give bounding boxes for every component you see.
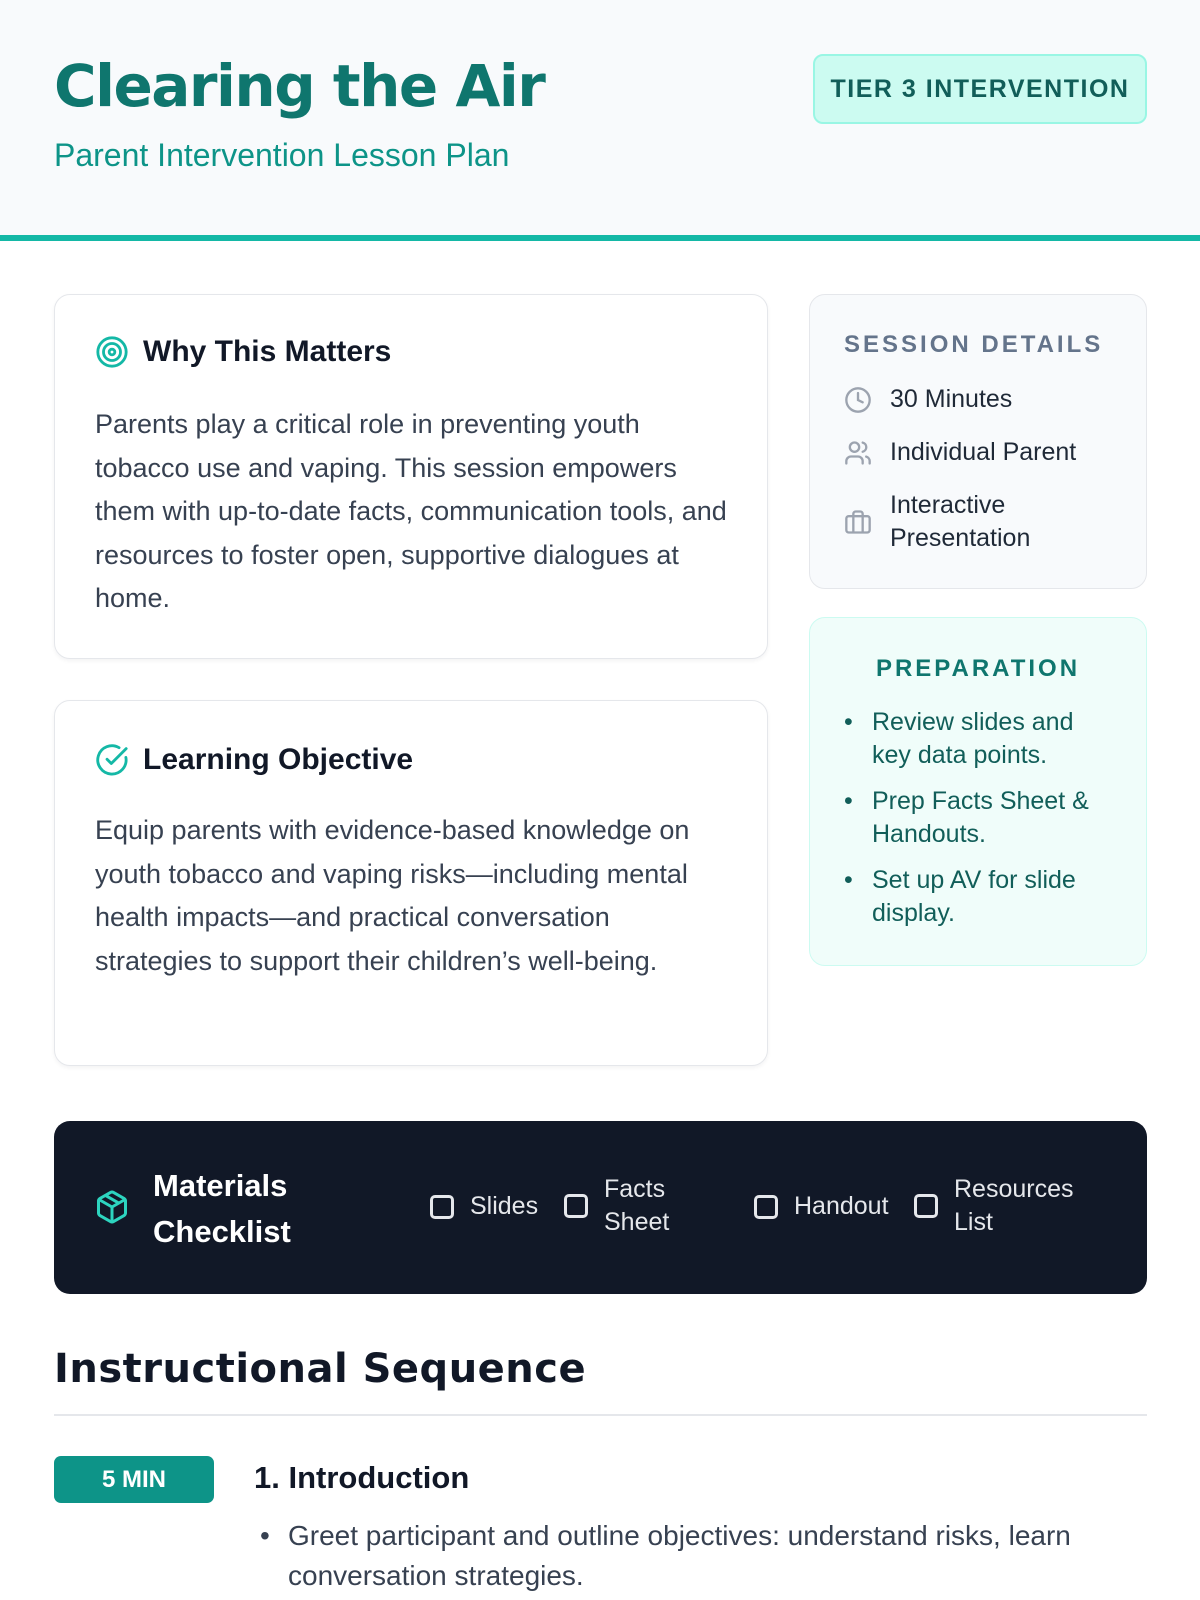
box-icon <box>94 1189 130 1225</box>
materials-checklist <box>54 1121 1147 1294</box>
section-divider <box>54 1414 1147 1416</box>
session-audience <box>844 436 1076 469</box>
session-details-panel <box>809 294 1147 589</box>
session-audience-label: Individual Parent <box>890 438 1077 466</box>
instructional-sequence-title: Instructional Sequence <box>54 1346 587 1392</box>
session-duration <box>844 383 1012 416</box>
check-circle-icon <box>95 743 129 777</box>
preparation-panel <box>809 617 1147 966</box>
material-slides-label: Slides <box>470 1192 539 1220</box>
page-title: Clearing the Air <box>54 52 545 120</box>
step-bullet-list <box>254 1516 1134 1596</box>
preparation-item: • Review slides and key data points. <box>840 706 1118 772</box>
learning-objective-text: Equip parents with evidence-based knowledge on youth tobacco and vaping risks—including mental health impacts—and practical conversation strategies to support their children’s well-being. <box>95 815 690 976</box>
materials-title: Materials Checklist <box>153 1168 291 1249</box>
checkbox-icon[interactable] <box>914 1194 938 1218</box>
step-duration-badge: 5 MIN <box>54 1456 214 1503</box>
session-format-label: Interactive Presentation <box>890 491 1031 552</box>
material-handout-label: Handout <box>794 1192 889 1220</box>
clock-icon <box>844 386 872 414</box>
checkbox-icon[interactable] <box>564 1194 588 1218</box>
checkbox-icon[interactable] <box>430 1195 454 1219</box>
preparation-title: PREPARATION <box>875 655 1081 682</box>
material-facts-sheet-label: Facts Sheet <box>604 1175 670 1236</box>
page-subtitle: Parent Intervention Lesson Plan <box>54 137 510 173</box>
session-duration-label: 30 Minutes <box>890 385 1013 413</box>
preparation-item: • Prep Facts Sheet & Handouts. <box>840 785 1118 851</box>
material-resources-list-checkbox[interactable] <box>914 1173 1084 1239</box>
preparation-item: • Set up AV for slide display. <box>840 864 1118 930</box>
why-this-matters-title: Why This Matters <box>143 335 392 368</box>
checkbox-icon[interactable] <box>754 1195 778 1219</box>
material-facts-sheet-checkbox[interactable] <box>564 1173 668 1239</box>
session-details-title: SESSION DETAILS <box>844 331 1104 358</box>
learning-objective-header <box>95 743 413 777</box>
briefcase-icon <box>844 508 872 536</box>
step-bullet: • Greet participant and outline objectives: understand risks, learn conversation strategies. <box>254 1516 1134 1596</box>
material-handout-checkbox[interactable] <box>754 1190 889 1223</box>
page-header <box>0 0 1200 241</box>
preparation-list <box>840 706 1118 943</box>
why-this-matters-header <box>95 335 391 369</box>
material-resources-list-label: Resources List <box>954 1175 1074 1236</box>
target-icon <box>95 335 129 369</box>
step-title: 1. Introduction <box>254 1460 470 1495</box>
why-this-matters-card <box>54 294 768 659</box>
why-this-matters-text: Parents play a critical role in preventing youth tobacco use and vaping. This session empowers them with up-to-date facts, communication tools, and resources to foster open, supportive dialogues at home. <box>95 409 727 613</box>
learning-objective-title: Learning Objective <box>143 743 414 776</box>
users-icon <box>844 439 872 467</box>
learning-objective-card <box>54 700 768 1066</box>
material-slides-checkbox[interactable] <box>430 1190 538 1223</box>
tier-badge: TIER 3 INTERVENTION <box>813 54 1147 124</box>
session-format <box>844 489 1044 555</box>
